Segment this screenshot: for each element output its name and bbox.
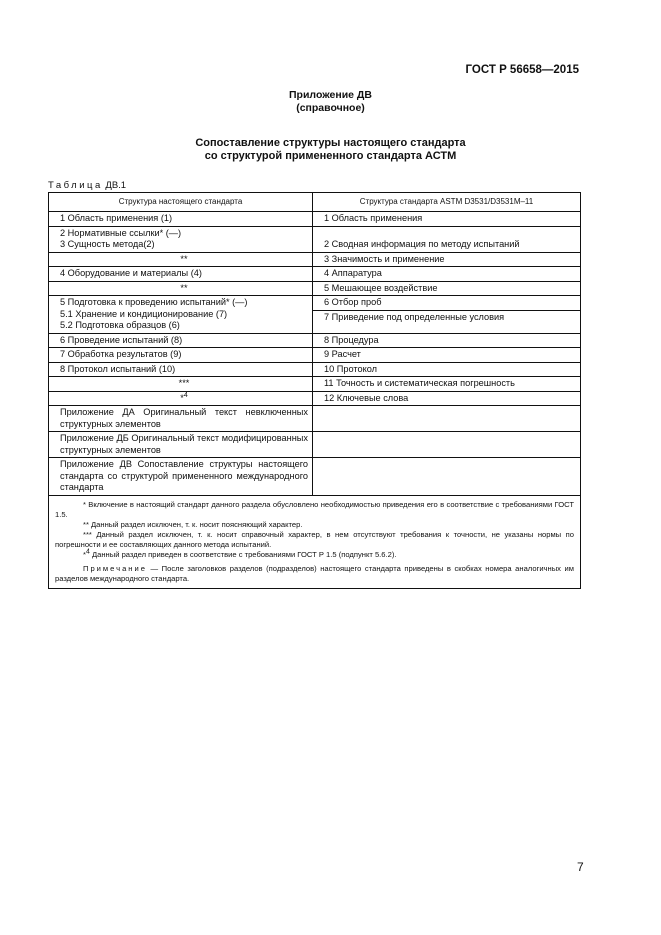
cell-current bbox=[49, 252, 313, 267]
appendix-subtitle: (справочное) bbox=[296, 102, 365, 114]
footnote-4-superscript: 4 bbox=[85, 547, 90, 555]
cell-current bbox=[49, 333, 313, 348]
cell-text bbox=[324, 228, 576, 240]
table-row bbox=[49, 296, 581, 334]
cell-text: 3 Сущность метода(2) bbox=[60, 239, 155, 249]
table-row bbox=[49, 212, 581, 227]
cell-current bbox=[49, 226, 313, 252]
cell-text: 7 Обработка результатов (9) bbox=[60, 349, 182, 359]
document-code: ГОСТ Р 56658—2015 bbox=[465, 64, 579, 76]
cell-text: * bbox=[180, 392, 184, 403]
cell-text: ** bbox=[180, 253, 188, 264]
cell-text: 5.1 Хранение и кондиционирование (7) bbox=[60, 308, 228, 319]
table-caption-word: Таблица bbox=[48, 180, 103, 191]
cell-text: *** bbox=[178, 378, 190, 388]
cell-current bbox=[49, 458, 313, 496]
cell-astm bbox=[313, 281, 581, 296]
comparison-table bbox=[48, 192, 581, 589]
cell-text: 3 Значимость и применение bbox=[324, 253, 445, 264]
page-number: 7 bbox=[577, 860, 584, 874]
table-row bbox=[49, 333, 581, 348]
cell-current bbox=[49, 432, 313, 458]
note-text: — После заголовков разделов (подразделов) настоящего стандарта приведены в скобках номера аналогичных им разделов международного стандарта. bbox=[55, 563, 574, 583]
cell-text: 8 Процедура bbox=[324, 334, 379, 345]
table-row bbox=[49, 362, 581, 377]
cell-text: 5.2 Подготовка образцов (6) bbox=[60, 320, 180, 330]
table-footnotes-row bbox=[49, 495, 581, 588]
cell-text: 4 Оборудование и материалы (4) bbox=[60, 268, 202, 278]
cell-text: 1 Область применения bbox=[324, 213, 423, 223]
footnote-1: * Включение в настоящий стандарт данного раздела обусловлено необходимостью приведения его в соответствие с требованиями ГОСТ 1.5. bbox=[55, 499, 574, 519]
cell-current bbox=[49, 281, 313, 296]
cell-current bbox=[49, 348, 313, 363]
table-row bbox=[49, 406, 581, 432]
table-row bbox=[49, 267, 581, 282]
cell-astm bbox=[313, 432, 581, 458]
cell-text: ** bbox=[180, 282, 188, 293]
footnote-3: *** Данный раздел исключен, т. к. носит справочный характер, в нем отсутствуют требования к точности, не указаны нормы по погрешности и ее составляющих данного метода испытаний. bbox=[55, 529, 574, 549]
note-label: Примечание bbox=[83, 563, 147, 573]
footnote-4-text: Данный раздел приведен в соответствие с требованиями ГОСТ Р 1.5 (подпункт 5.6.2). bbox=[92, 549, 397, 559]
cell-current bbox=[49, 406, 313, 432]
cell-text: 4 Аппаратура bbox=[324, 268, 382, 278]
table-row bbox=[49, 281, 581, 296]
cell-astm bbox=[313, 377, 581, 392]
footnote-2: ** Данный раздел исключен, т. к. носит поясняющий характер. bbox=[83, 519, 303, 529]
cell-text: 11 Точность и систематическая погрешность bbox=[324, 378, 515, 388]
cell-astm bbox=[313, 212, 581, 227]
cell-text: 1 Область применения (1) bbox=[60, 213, 173, 223]
cell-astm bbox=[313, 252, 581, 267]
cell-astm bbox=[313, 333, 581, 348]
cell-current bbox=[49, 391, 313, 406]
table-row bbox=[49, 226, 581, 252]
table-row bbox=[49, 377, 581, 392]
table-note bbox=[55, 564, 574, 584]
header-astm-standard: Структура стандарта ASTM D3531/D3531M–11 bbox=[313, 193, 581, 212]
table-caption bbox=[48, 180, 126, 191]
footnote-superscript: 4 bbox=[183, 391, 188, 399]
cell-text: 10 Протокол bbox=[324, 363, 377, 374]
cell-text: 5 Подготовка к проведению испытаний* (—) bbox=[60, 297, 248, 307]
table-header-row bbox=[49, 193, 581, 212]
table-caption-id: ДВ.1 bbox=[105, 180, 127, 191]
section-title-line-2: со структурой примененного стандарта АСТМ bbox=[204, 150, 457, 162]
cell-current bbox=[49, 296, 313, 334]
cell-text: 6 Отбор проб bbox=[313, 296, 580, 311]
table-footnotes bbox=[49, 495, 581, 588]
cell-astm bbox=[313, 348, 581, 363]
section-title bbox=[0, 137, 661, 163]
cell-current bbox=[49, 212, 313, 227]
cell-text: 8 Протокол испытаний (10) bbox=[60, 363, 176, 374]
cell-astm bbox=[313, 458, 581, 496]
cell-text: 7 Приведение под определенные условия bbox=[324, 311, 505, 322]
cell-current bbox=[49, 377, 313, 392]
cell-text: 2 Сводная информация по методу испытаний bbox=[324, 239, 520, 249]
cell-text: 9 Расчет bbox=[324, 349, 361, 359]
table-row bbox=[49, 348, 581, 363]
cell-text: Приложение ДВ Сопоставление структуры настоящего стандарта со структурой примененного международного стандарта bbox=[60, 459, 308, 492]
cell-text: 6 Проведение испытаний (8) bbox=[60, 334, 183, 345]
cell-text: 2 Нормативные ссылки* (—) bbox=[60, 227, 182, 238]
table-row bbox=[49, 432, 581, 458]
cell-astm bbox=[313, 226, 581, 252]
appendix-heading bbox=[0, 89, 661, 115]
footnote-4 bbox=[55, 547, 574, 560]
cell-astm bbox=[313, 267, 581, 282]
footnote-4-mark: * bbox=[83, 549, 86, 559]
cell-text: Приложение ДБ Оригинальный текст модифицированных структурных элементов bbox=[60, 433, 308, 455]
section-title-line-1: Сопоставление структуры настоящего стандарта bbox=[195, 137, 466, 149]
cell-text: 5 Мешающее воздействие bbox=[324, 282, 438, 293]
cell-astm bbox=[313, 362, 581, 377]
cell-current bbox=[49, 362, 313, 377]
header-current-standard: Структура настоящего стандарта bbox=[49, 193, 313, 212]
table-row bbox=[49, 391, 581, 406]
table-row bbox=[49, 252, 581, 267]
cell-text: Приложение ДА Оригинальный текст невключенных структурных элементов bbox=[60, 407, 308, 429]
table-row bbox=[49, 458, 581, 496]
cell-text: 12 Ключевые слова bbox=[324, 392, 409, 403]
cell-astm bbox=[313, 296, 581, 334]
cell-astm bbox=[313, 391, 581, 406]
cell-astm bbox=[313, 406, 581, 432]
cell-current bbox=[49, 267, 313, 282]
appendix-title: Приложение ДВ bbox=[289, 89, 372, 101]
